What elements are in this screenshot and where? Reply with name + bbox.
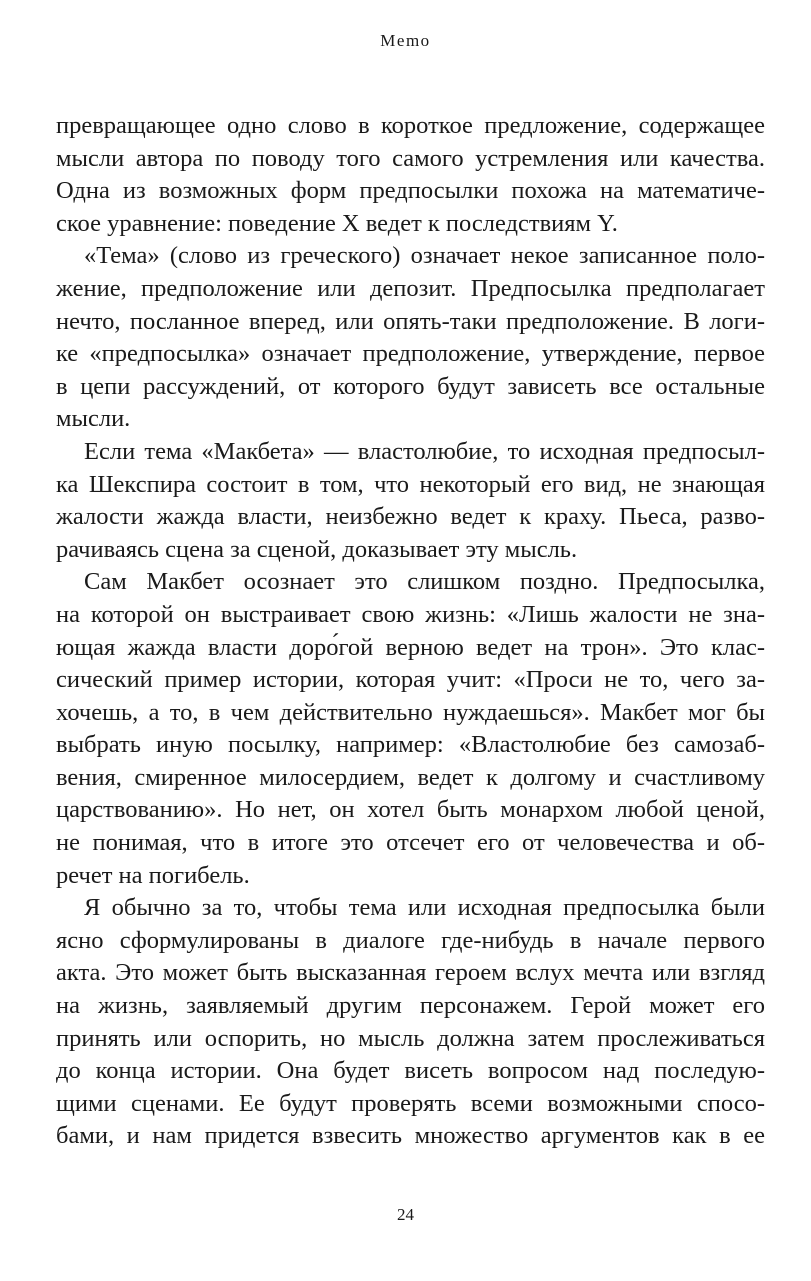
text-line: рачиваясь сцена за сценой, доказывает эту мысль.	[56, 535, 578, 563]
text-line: щими сценами. Ее будут проверять всеми возможными спосо-	[56, 1089, 765, 1117]
text-line: ясно сформулированы в диалоге где-нибудь в начале первого	[56, 926, 765, 954]
paragraph	[56, 110, 765, 240]
page-body	[56, 110, 765, 1153]
text-line: Одна из возможных форм предпосылки похожа на математиче-	[56, 177, 765, 205]
text-line: вения, смиренное милосердием, ведет к долгому и счастливому	[56, 763, 765, 791]
text-line: ющая жажда власти доро́гой верною ведет на трон». Это клас-	[56, 633, 765, 661]
text-line: в цепи рассуждений, от которого будут зависеть все остальные	[56, 372, 765, 400]
text-line: Сам Макбет осознает это слишком поздно. Предпосылка,	[84, 568, 765, 596]
text-line: мысли.	[56, 405, 131, 433]
text-line: бами, и нам придется взвесить множество аргументов как в ее	[56, 1122, 765, 1150]
text-line: речет на погибель.	[56, 861, 250, 889]
text-line: до конца истории. Она будет висеть вопросом над последую-	[56, 1057, 765, 1085]
paragraph	[56, 240, 765, 436]
text-line: на жизнь, заявляемый другим персонажем. Герой может его	[56, 992, 765, 1020]
text-line: мысли автора по поводу того самого устремления или качества.	[56, 144, 765, 172]
paragraph	[56, 436, 765, 566]
paragraph	[56, 892, 765, 1153]
page-number: 24	[397, 1205, 414, 1224]
text-line: жалости жажда власти, неизбежно ведет к краху. Пьеса, разво-	[56, 503, 765, 531]
text-line: ка Шекспира состоит в том, что некоторый его вид, не знающая	[56, 470, 765, 498]
text-line: нечто, посланное вперед, или опять-таки предположение. В логи-	[56, 307, 765, 335]
text-line: сический пример истории, которая учит: «Проси не то, чего за-	[56, 666, 765, 694]
text-line: ке «предпосылка» означает предположение, утверждение, первое	[56, 340, 765, 368]
text-line: ское уравнение: поведение X ведет к последствиям Y.	[56, 209, 618, 237]
paragraph	[56, 566, 765, 892]
text-line: «Тема» (слово из греческого) означает некое записанное поло-	[84, 242, 765, 270]
text-line: царствованию». Но нет, он хотел быть монархом любой ценой,	[56, 796, 765, 824]
text-line: жение, предположение или депозит. Предпосылка предполагает	[56, 274, 765, 302]
text-line: не понимая, что в итоге это отсечет его от человечества и об-	[56, 829, 765, 857]
running-head: Memo	[380, 31, 431, 50]
text-line: выбрать иную посылку, например: «Властолюбие без самозаб-	[56, 731, 765, 759]
text-line: хочешь, а то, в чем действительно нуждаешься». Макбет мог бы	[56, 698, 765, 726]
text-line: принять или оспорить, но мысль должна затем прослеживаться	[56, 1024, 765, 1052]
text-line: акта. Это может быть высказанная героем вслух мечта или взгляд	[56, 959, 765, 987]
text-line: превращающее одно слово в короткое предложение, содержащее	[56, 112, 765, 139]
text-line: на которой он выстраивает свою жизнь: «Лишь жалости не зна-	[56, 600, 765, 628]
text-line: Я обычно за то, чтобы тема или исходная предпосылка были	[84, 894, 765, 922]
text-line: Если тема «Макбета» — властолюбие, то исходная предпосыл-	[84, 437, 765, 465]
